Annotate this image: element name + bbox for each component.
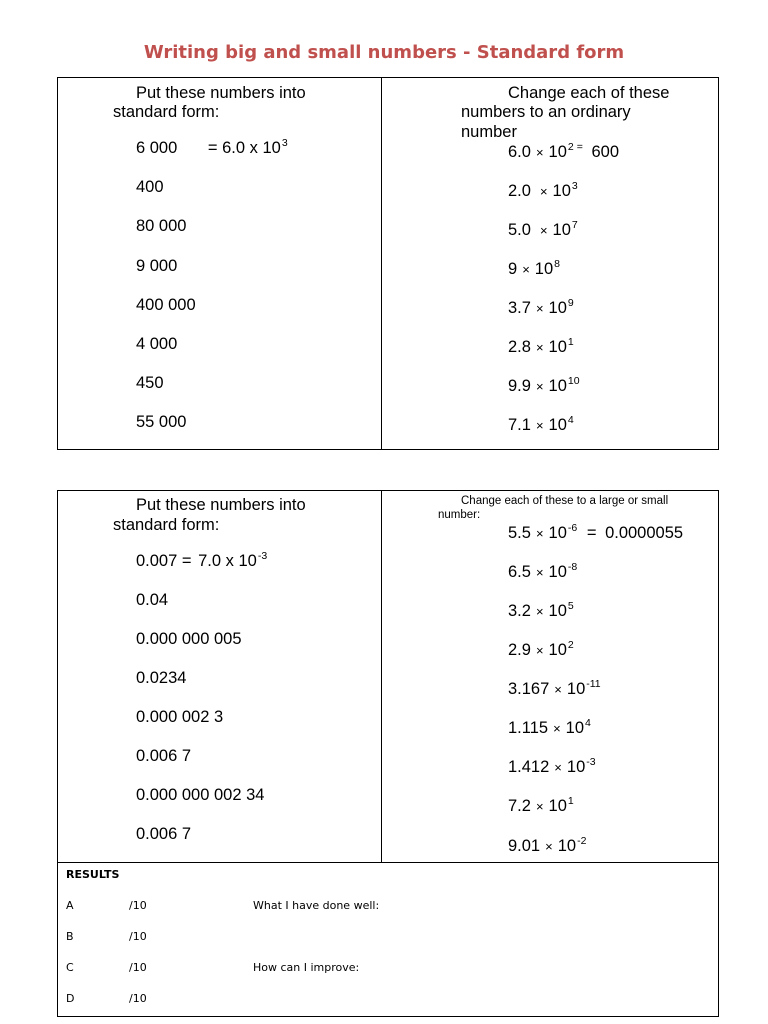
s2-right-item: $3.2 \times 10^5$ — [508, 600, 574, 620]
s1-right-heading-2: numbers to an ordinary — [461, 103, 631, 121]
s2-right-item: $3.167 \times 10^{-11}$ — [508, 678, 601, 698]
s2-left-heading-2: standard form: — [113, 516, 220, 534]
s2-right-item: $5.5 \times 10^{-6} = 0.0000055$ — [508, 522, 684, 542]
s2-right-item: $7.2 \times 10^1$ — [508, 795, 574, 815]
s2-right-heading-1: Change each of these to a large or small — [461, 495, 669, 507]
s2-left-heading-1: Put these numbers into — [136, 496, 306, 514]
s1-right-item: $9.9 \times 10^{10}$ — [508, 375, 580, 395]
s2-left-item: 0.006 7 — [136, 747, 192, 765]
s1-right-item: $5.0 \times 10^7$ — [508, 219, 578, 239]
s2-left-item: 0.0234 — [136, 669, 187, 687]
table1-divider — [381, 77, 382, 450]
s2-right-item: $1.115 \times 10^4$ — [508, 717, 591, 737]
results-score-d: /10 — [129, 992, 147, 1005]
s2-left-item: 0.04 — [136, 591, 169, 609]
s2-right-item: $9.01 \times 10^{-2}$ — [508, 835, 587, 855]
s1-right-item: $7.1 \times 10^4$ — [508, 414, 574, 434]
s1-left-item: 9 000 — [136, 257, 178, 275]
results-divider — [57, 862, 719, 863]
s1-right-heading-1: Change each of these — [508, 84, 670, 102]
s1-left-item: 4 000 — [136, 335, 178, 353]
s1-left-heading-2: standard form: — [113, 103, 220, 121]
results-label-b: B — [66, 930, 74, 943]
s2-left-item: 0.000 002 3 — [136, 708, 224, 726]
s1-right-item: $6.0 \times 10^2$ = 600 — [508, 141, 619, 161]
results-label-a: A — [66, 899, 74, 912]
s2-right-item: $1.412 \times 10^{-3}$ — [508, 756, 596, 776]
page-title: Writing big and small numbers - Standard form — [143, 42, 625, 63]
table2-divider — [381, 490, 382, 863]
s2-left-item: 0.000 000 002 34 — [136, 786, 265, 804]
s1-right-item: $2.8 \times 10^1$ — [508, 336, 574, 356]
s2-left-item: 0.007 = 7.0 x $10^{-3}$ — [136, 550, 268, 570]
s2-right-item: $6.5 \times 10^{-8}$ — [508, 561, 578, 581]
s1-left-item: 6 000 = 6.0 x $10^3$ — [136, 137, 288, 157]
s1-right-item: $3.7 \times 10^9$ — [508, 297, 574, 317]
s1-left-item: 400 000 — [136, 296, 196, 314]
s2-right-item: $2.9 \times 10^2$ — [508, 639, 574, 659]
s2-left-item: 0.006 7 — [136, 825, 192, 843]
s1-left-item: 450 — [136, 374, 164, 392]
s2-left-item: 0.000 000 005 — [136, 630, 242, 648]
s1-left-item: 55 000 — [136, 413, 187, 431]
s1-left-heading-1: Put these numbers into — [136, 84, 306, 102]
results-score-a: /10 — [129, 899, 147, 912]
s1-right-heading-3: number — [461, 123, 517, 141]
s2-right-heading-2: number: — [438, 509, 481, 521]
s1-right-item: $2.0 \times 10^3$ — [508, 180, 578, 200]
results-heading: RESULTS — [66, 868, 120, 881]
improve-prompt: How can I improve: — [253, 961, 360, 974]
results-label-d: D — [66, 992, 75, 1005]
s1-left-item: 400 — [136, 178, 164, 196]
results-score-c: /10 — [129, 961, 147, 974]
done-well-prompt: What I have done well: — [253, 899, 380, 912]
results-score-b: /10 — [129, 930, 147, 943]
s1-right-item: $9 \times 10^8$ — [508, 258, 560, 278]
s1-left-item: 80 000 — [136, 217, 187, 235]
results-label-c: C — [66, 961, 74, 974]
